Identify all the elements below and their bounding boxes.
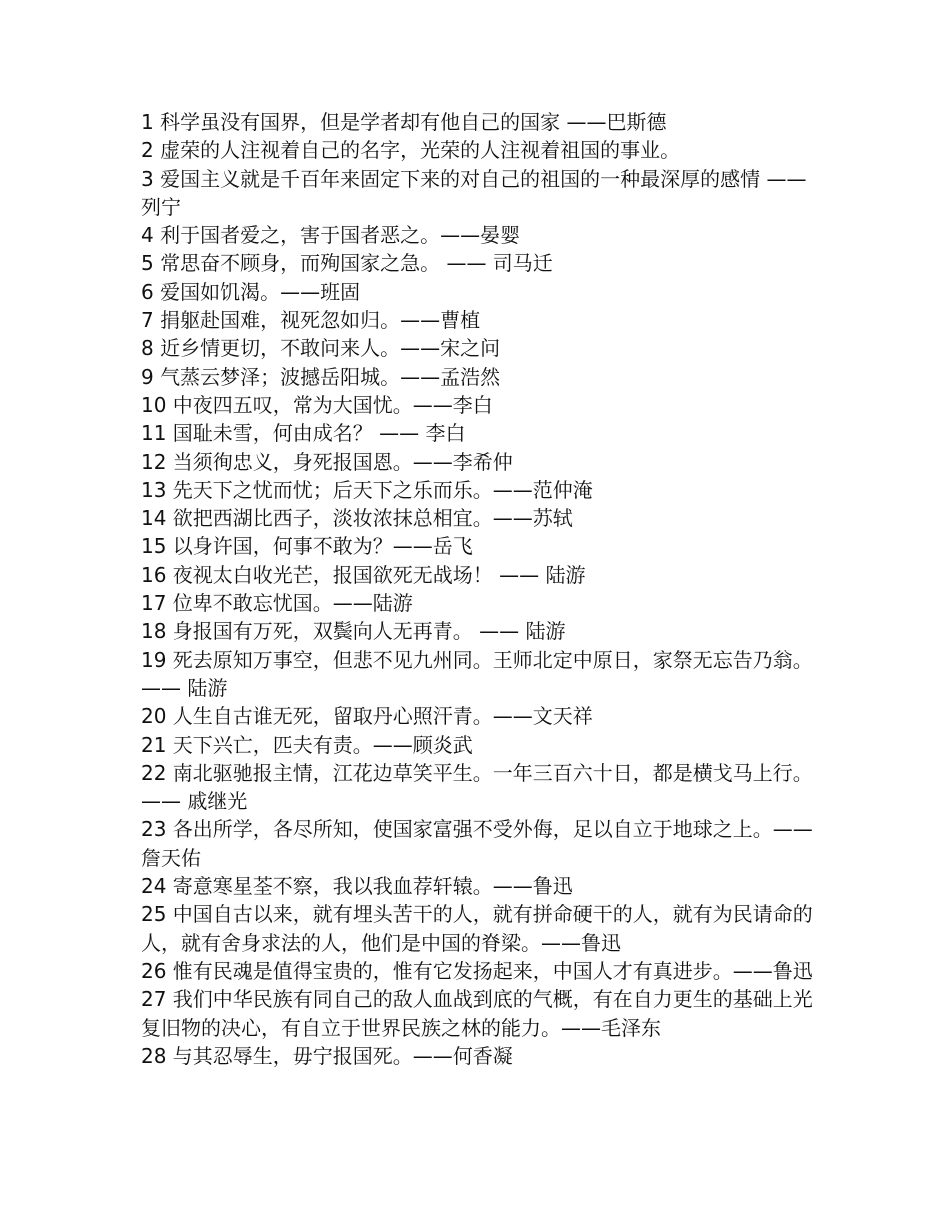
quote-item: 22 南北驱驰报主情，江花边草笑平生。一年三百六十日，都是横戈马上行。—— 戚继光 xyxy=(141,760,813,814)
quote-item: 11 国耻未雪，何由成名？ —— 李白 xyxy=(141,421,466,446)
quote-item: 9 气蒸云梦泽；波撼岳阳城。——孟浩然 xyxy=(141,364,501,389)
quote-item: 19 死去原知万事空，但悲不见九州同。王师北定中原日，家祭无忘告乃翁。 —— 陆游 xyxy=(141,647,813,700)
quote-item: 12 当须徇忠义，身死报国恩。——李希仲 xyxy=(141,449,513,474)
quote-item: 7 捐躯赴国难，视死忽如归。——曹植 xyxy=(141,308,481,333)
quote-item: 15 以身许国，何事不敢为？——岳飞 xyxy=(141,534,473,559)
quote-item: 21 天下兴亡，匹夫有责。——顾炎武 xyxy=(141,732,473,757)
quote-item: 4 利于国者爱之，害于国者恶之。——晏婴 xyxy=(141,223,521,248)
quote-item: 1 科学虽没有国界，但是学者却有他自己的国家 ——巴斯德 xyxy=(141,110,667,134)
quote-item: 27 我们中华民族有同自己的敌人血战到底的气概，有在自力更生的基础上光复旧物的决心，有自立于世界民族之林的能力。——毛泽东 xyxy=(141,987,813,1040)
quote-item: 28 与其忍辱生，毋宁报国死。——何香凝 xyxy=(141,1043,513,1068)
quote-item: 20 人生自古谁无死，留取丹心照汗青。——文天祥 xyxy=(141,704,593,729)
quote-item: 17 位卑不敢忘忧国。——陆游 xyxy=(141,591,413,616)
quote-list xyxy=(141,108,821,1070)
quote-item: 18 身报国有万死，双鬓向人无再青。 —— 陆游 xyxy=(141,619,566,644)
quote-item: 2 虚荣的人注视着自己的名字，光荣的人注视着祖国的事业。 xyxy=(141,138,681,163)
quote-item: 13 先天下之忧而忧；后天下之乐而乐。——范仲淹 xyxy=(141,477,593,502)
quote-item: 23 各出所学，各尽所知，使国家富强不受外侮，足以自立于地球之上。—— 詹天佑 xyxy=(141,817,813,870)
quote-item: 24 寄意寒星荃不察，我以我血荐轩辕。——鲁迅 xyxy=(141,874,573,899)
quote-item: 3 爱国主义就是千百年来固定下来的对自己的祖国的一种最深厚的感情 ——列宁 xyxy=(141,166,807,219)
quote-item: 5 常思奋不顾身，而殉国家之急。 —— 司马迁 xyxy=(141,251,553,276)
quote-item: 14 欲把西湖比西子，淡妆浓抹总相宜。——苏轼 xyxy=(141,506,573,531)
quote-item: 25 中国自古以来，就有埋头苦干的人，就有拼命硬干的人，就有为民请命的人，就有舍身求法的人，他们是中国的脊梁。——鲁迅 xyxy=(141,902,813,955)
quote-item: 6 爱国如饥渴。——班固 xyxy=(141,279,361,304)
quote-item: 10 中夜四五叹，常为大国忧。——李白 xyxy=(141,392,493,417)
quote-item: 8 近乡情更切，不敢问来人。——宋之问 xyxy=(141,336,501,361)
quote-item: 26 惟有民魂是值得宝贵的，惟有它发扬起来，中国人才有真进步。——鲁迅 xyxy=(141,958,813,983)
quote-item: 16 夜视太白收光芒，报国欲死无战场！ —— 陆游 xyxy=(141,562,586,587)
